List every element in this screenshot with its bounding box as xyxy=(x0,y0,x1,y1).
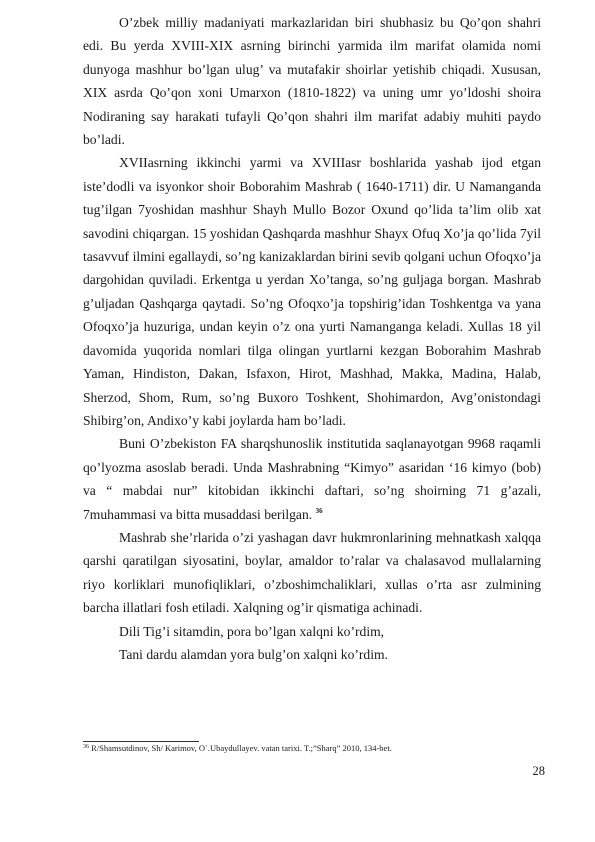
paragraph-3 xyxy=(83,432,541,526)
verse-line-2: Tani dardu alamdan yora bulg’on xalqni ko’rdim. xyxy=(119,646,388,662)
footnote-number: 36 xyxy=(83,744,89,750)
footnote xyxy=(83,743,541,754)
footnote-text: R/Shamsutdinov, Sh/ Karimov, O`.Ubaydullayev. vatan tarixi. T.;”Sharq” 2010, 134-bet. xyxy=(89,743,392,753)
paragraph-3-text: Buni O’zbekiston FA sharqshunoslik institutida saqlanayotgan 9968 raqamli qo’lyozma asoslab beradi. Unda Mashrabning “Kimyo” asaridan ‘16 kimyo (bob) va “ mabdai nur” kitobidan ikkinchi daftari, so’ng shoirning 71 g’azali, 7muhammasi va bitta musaddasi berilgan. xyxy=(83,436,541,522)
footnote-reference[interactable]: 36 xyxy=(315,506,323,515)
body-text xyxy=(83,11,541,666)
page-number: 28 xyxy=(532,764,545,778)
paragraph-4: Mashrab she’rlarida o’zi yashagan davr hukmronlarining mehnatkash xalqqa qarshi qaratilgan siyosatini, boylar, amaldor to’ralar va chalasavod mullalarning riyo korliklari munofiqliklari, o’zboshimchaliklari, xullas o’rta asr zulmining barcha illatlari fosh etiladi. Xalqning og’ir qismatiga achinadi. xyxy=(83,529,541,616)
paragraph-2: XVIIasrning ikkinchi yarmi va XVIIIasr boshlarida yashab ijod etgan iste’dodli va isyonkor shoir Boborahim Mashrab ( 1640-1711) dir. U Namanganda tug’ilgan 7yoshidan mashhur Shayh Mullo Bozor Oxund qo’lida ta’lim olib xat savodini chiqargan. 15 yoshidan Qashqarda mashhur Shayx Ofuq Xo’ja qo’lida 7yil tasavvuf ilmini egallaydi, so’ng kanizaklardan birini sevib qolgani uchun Ofoqxo’ja dargohidan quviladi. Erkentga u yerdan Xo’tanga, so’ng guljaga borgan. Mashrab g’uljadan Qashqarga qaytadi. So’ng Ofoqxo’ja topshirig’idan Toshkentga va yana Ofoqxo’ja huzuriga, undan keyin o’z ona yurti Namanganga keladi. Xullas 18 yil davomida yuqorida nomlari tilga olingan yurtlarni kezgan Boborahim Mashrab Yaman, Hindiston, Dakan, Isfaxon, Hirot, Mashhad, Makka, Madina, Halab, Sherzod, Shom, Rum, so’ng Buxoro Toshkent, Shohimardon, Avg’onistondagi Shibirg’on, Andixo’y kabi joylarda ham bo’ladi. xyxy=(83,155,541,428)
footnote-separator xyxy=(83,741,199,742)
verse-line-1: Dili Tig’i sitamdin, pora bo’lgan xalqni ko’rdim, xyxy=(119,623,385,639)
paragraph-1: O’zbek milliy madaniyati markazlaridan biri shubhasiz bu Qo’qon shahri edi. Bu yerda XVIII-XIX asrning birinchi yarmida ilm marifat olamida nomi dunyoga mashhur bo’lgan ulug’ va mutafakir shoirlar yetishib chiqadi. Xususan, XIX asrda Qo’qon xoni Umarxon (1810-1822) va uning umr yo’ldoshi shoira Nodiraning say harakati tufayli Qo’qon shahri ilm marifat adabiy muhiti paydo bo’ladi. xyxy=(83,15,541,148)
